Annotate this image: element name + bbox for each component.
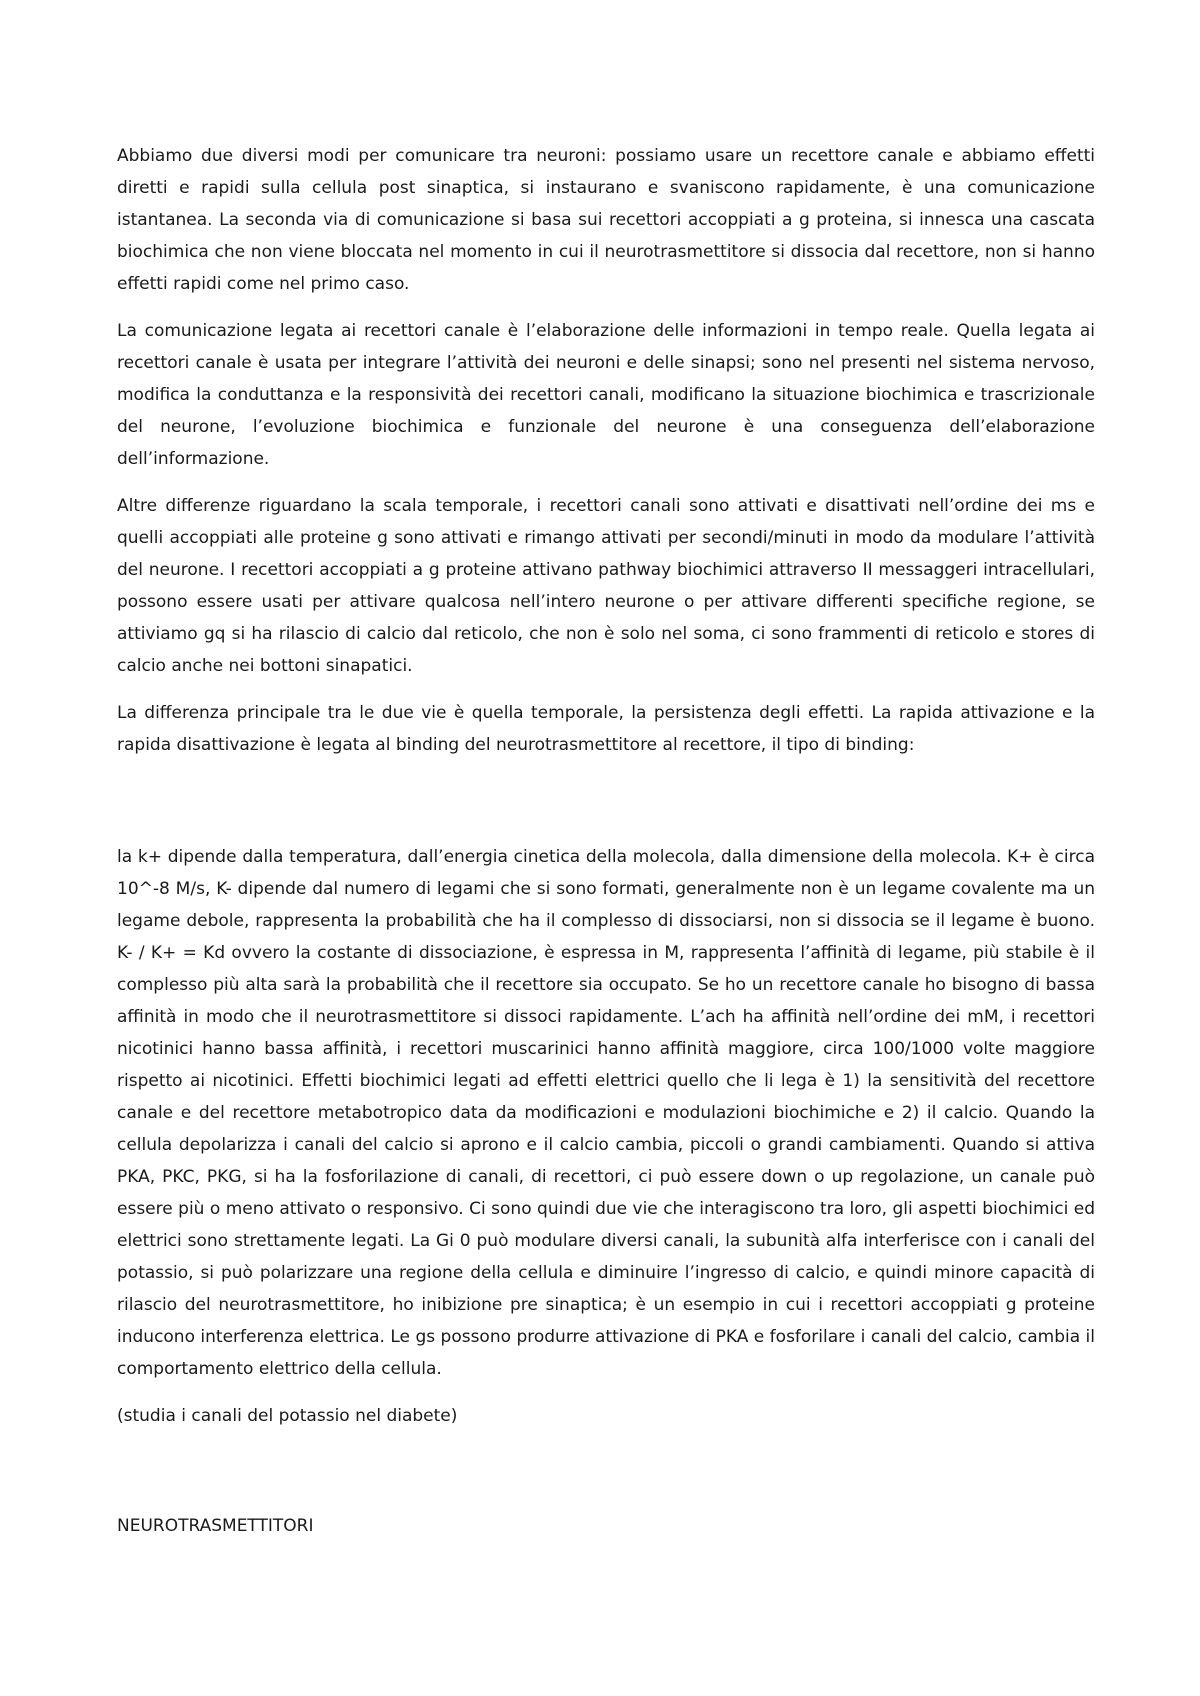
document-body <box>117 140 1095 1557</box>
paragraph-communication-modes: Abbiamo due diversi modi per comunicare tra neuroni: possiamo usare un recettore canale e abbiamo effetti diretti e rapidi sulla cellula post sinaptica, si instaurano e svaniscono rapidamente, è una comunicazione istantanea. La seconda via di comunicazione si basa sui recettori accoppiati a g proteina, si innesca una cascata biochimica che non viene bloccata nel momento in cui il neurotrasmettitore si dissocia dal recettore, non si hanno effetti rapidi come nel primo caso. <box>117 146 1095 294</box>
paragraph-channel-receptors: La comunicazione legata ai recettori canale è l’elaborazione delle informazioni in tempo reale. Quella legata ai recettori canale è usata per integrare l’attività dei neuroni e delle sinapsi; sono nel presenti nel sistema nervoso, modifica la conduttanza e la responsività dei recettori canali, modificano la situazione biochimica e trascrizionale del neurone, l’evoluzione biochimica e funzionale del neurone è una conseguenza dell’elaborazione dell’informazione. <box>117 321 1095 469</box>
paragraph-main-difference: La differenza principale tra le due vie è quella temporale, la persistenza degli effetti. La rapida attivazione e la rapida disattivazione è legata al binding del neurotrasmettitore al recettore, il tipo di binding: <box>117 703 1095 755</box>
study-note: (studia i canali del potassio nel diabete) <box>117 1406 458 1426</box>
blank-space <box>117 776 1095 841</box>
paragraph-binding-kinetics: la k+ dipende dalla temperatura, dall’energia cinetica della molecola, dalla dimensione della molecola. K+ è circa 10^-8 M/s, K- dipende dal numero di legami che si sono formati, generalmente non è un legame covalente ma un legame debole, rappresenta la probabilità che ha il complesso di dissociarsi, non si dissocia se il legame è buono. K- / K+ = Kd ovvero la costante di dissociazione, è espressa in M, rappresenta l’affinità di legame, più stabile è il complesso più alta sarà la probabilità che il recettore sia occupato. Se ho un recettore canale ho bisogno di bassa affinità in modo che il neurotrasmettitore si dissoci rapidamente. L’ach ha affinità nell’ordine dei mM, i recettori nicotinici hanno bassa affinità, i recettori muscarinici hanno affinità maggiore, circa 100/1000 volte maggiore rispetto ai nicotinici. Effetti biochimici legati ad effetti elettrici quello che li lega è 1) la sensitività del recettore canale e del recettore metabotropico data da modificazioni e modulazioni biochimiche e 2) il calcio. Quando la cellula depolarizza i canali del calcio si aprono e il calcio cambia, piccoli o grandi cambiamenti. Quando si attiva PKA, PKC, PKG, si ha la fosforilazione di canali, di recettori, ci può essere down o up regolazione, un canale può essere più o meno attivato o responsivo. Ci sono quindi due vie che interagiscono tra loro, gli aspetti biochimici ed elettrici sono strettamente legati. La Gi 0 può modulare diversi canali, la subunità alfa interferisce con i canali del potassio, si può polarizzare una regione della cellula e diminuire l’ingresso di calcio, e quindi minore capacità di rilascio del neurotrasmettitore, ho inibizione pre sinaptica; è un esempio in cui i recettori accoppiati g proteine inducono interferenza elettrica. Le gs possono produrre attivazione di PKA e fosforilare i canali del calcio, cambia il comportamento elettrico della cellula. <box>117 847 1095 1379</box>
section-heading: NEUROTRASMETTITORI <box>117 1516 314 1536</box>
paragraph-time-scale: Altre differenze riguardano la scala temporale, i recettori canali sono attivati e disattivati nell’ordine dei ms e quelli accoppiati alle proteine g sono attivati e rimango attivati per secondi/minuti in modo da modulare l’attività del neurone. I recettori accoppiati a g proteine attivano pathway biochimici attraverso II messaggeri intracellulari, possono essere usati per attivare qualcosa nell’intero neurone o per attivare differenti specifiche regione, se attiviamo gq si ha rilascio di calcio dal reticolo, che non è solo nel soma, ci sono frammenti di reticolo e stores di calcio anche nei bottoni sinapatici. <box>117 496 1095 676</box>
